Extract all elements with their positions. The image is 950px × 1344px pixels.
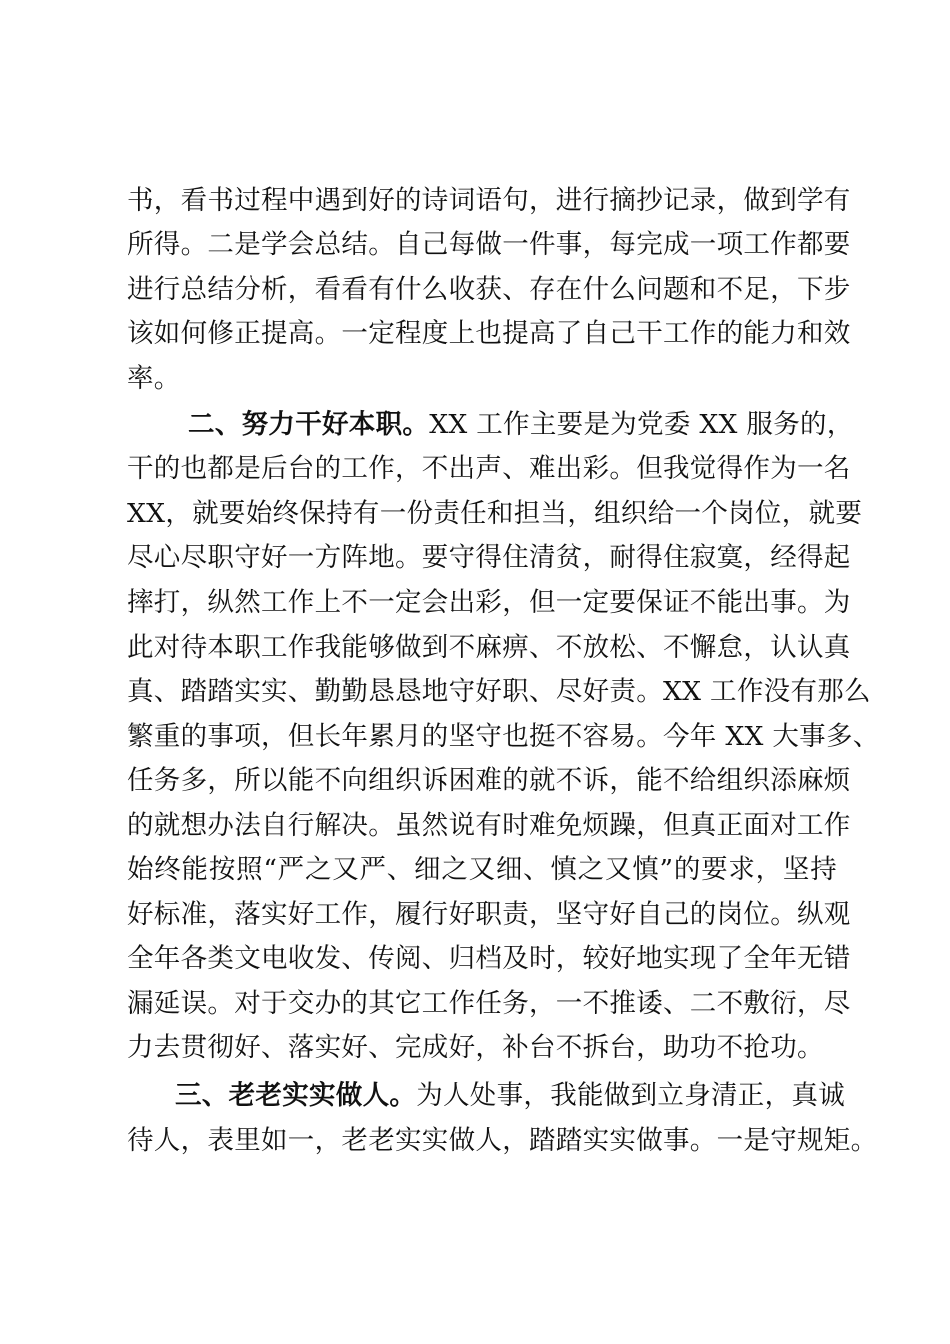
section-heading-line — [188, 409, 854, 440]
text-line: 任务多，所以能不向组织诉困难的就不诉，能不给组织添麻烦 — [127, 765, 851, 796]
text-line: 好标准，落实好工作，履行好职责，坚守好自己的岗位。纵观 — [127, 899, 851, 930]
text-line: 所得。二是学会总结。自己每做一件事，每完成一项工作都要 — [127, 229, 851, 260]
text-line: 真、踏踏实实、勤勤恳恳地守好职、尽好责。XX 工作没有那么 — [127, 676, 871, 707]
text-line: 漏延误。对于交办的其它工作任务，一不推诿、二不敷衍，尽 — [127, 988, 851, 1019]
text-line: 进行总结分析，看看有什么收获、存在什么问题和不足，下步 — [127, 274, 851, 305]
text-line: 力去贯彻好、落实好、完成好，补台不拆台，助功不抢功。 — [127, 1032, 824, 1063]
text-line: 繁重的事项，但长年累月的坚守也挺不容易。今年 XX 大事多、 — [127, 721, 880, 752]
text-line: 始终能按照“严之又严、细之又细、慎之又慎”的要求，坚持 — [127, 854, 837, 885]
text-line: 摔打，纵然工作上不一定会出彩，但一定要保证不能出事。为 — [127, 587, 851, 618]
text-line: XX，就要始终保持有一份责任和担当，组织给一个岗位，就要 — [127, 498, 863, 529]
section-text: 为人处事，我能做到立身清正，真诚 — [416, 1080, 846, 1111]
section-heading-line — [175, 1080, 846, 1111]
text-line: 书，看书过程中遇到好的诗词语句，进行摘抄记录，做到学有 — [127, 185, 851, 216]
text-line: 此对待本职工作我能够做到不麻痹、不放松、不懈怠，认认真 — [127, 632, 851, 663]
text-line: 尽心尽职守好一方阵地。要守得住清贫，耐得住寂寞，经得起 — [127, 542, 851, 573]
text-line: 干的也都是后台的工作，不出声、难出彩。但我觉得作为一名 — [127, 453, 851, 484]
text-line: 全年各类文电收发、传阅、归档及时，较好地实现了全年无错 — [127, 943, 851, 974]
text-line: 的就想办法自行解决。虽然说有时难免烦躁，但真正面对工作 — [127, 810, 851, 841]
text-line: 率。 — [127, 363, 181, 394]
section-heading: 三、老老实实做人。 — [175, 1080, 417, 1111]
section-text: XX 工作主要是为党委 XX 服务的， — [429, 409, 854, 440]
text-line: 该如何修正提高。一定程度上也提高了自己干工作的能力和效 — [127, 318, 851, 349]
text-line: 待人，表里如一，老老实实做人，踏踏实实做事。一是守规矩。 — [127, 1125, 878, 1156]
section-heading: 二、努力干好本职。 — [188, 409, 430, 440]
